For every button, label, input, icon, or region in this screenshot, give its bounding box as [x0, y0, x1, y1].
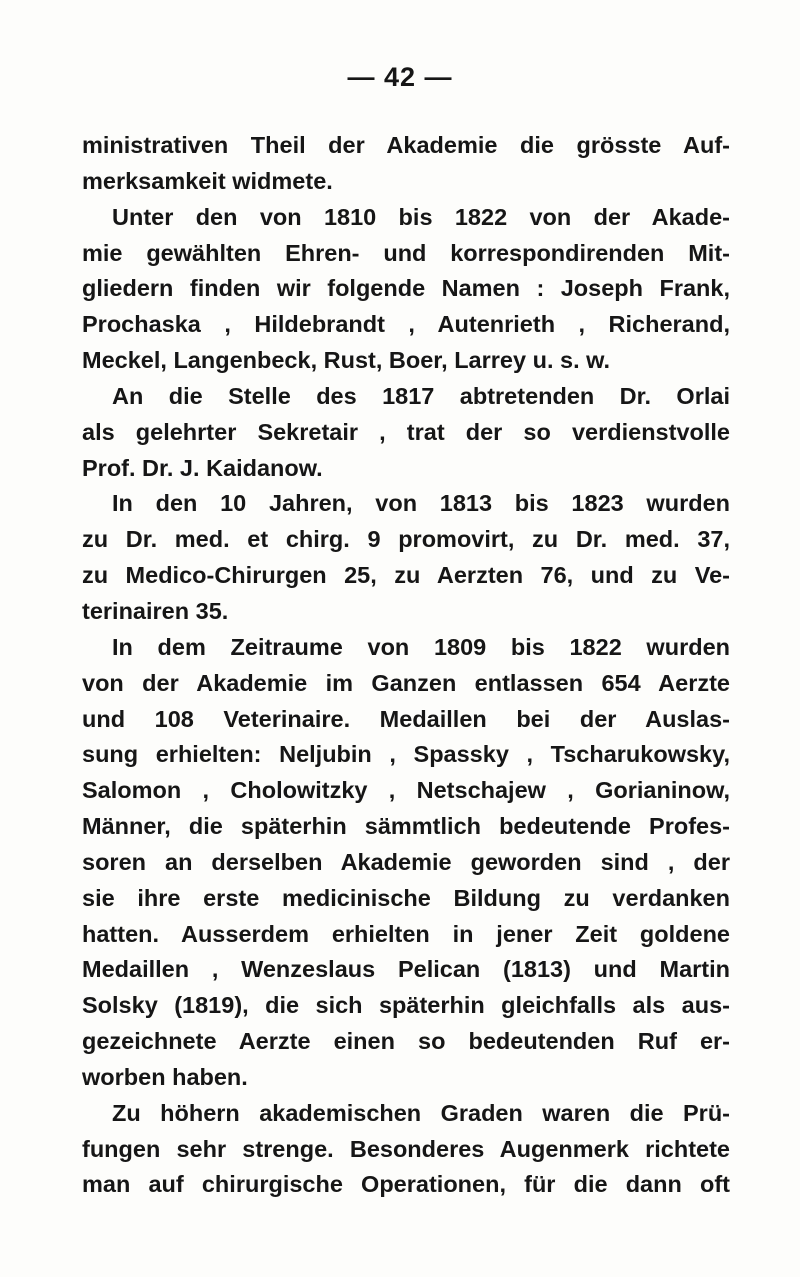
text-line: Prof. Dr. J. Kaidanow.	[82, 454, 323, 481]
text-line: Männer, die späterhin sämmtlich bedeutende Profes-	[82, 813, 730, 840]
text-line: man auf chirurgische Operationen, für die dann oft	[82, 1171, 730, 1198]
text-line: ministrativen Theil der Akademie die grösste Auf-	[82, 132, 730, 158]
paragraph-2	[82, 200, 730, 379]
text-line: als gelehrter Sekretair , trat der so verdienstvolle	[82, 418, 730, 445]
text-line: Salomon , Cholowitzky , Netschajew , Gorianinow,	[82, 777, 730, 804]
text-line: sie ihre erste medicinische Bildung zu verdanken	[82, 884, 730, 911]
text-line: Unter den von 1810 bis 1822 von der Akade-	[112, 203, 730, 230]
paragraph-5	[82, 630, 730, 1096]
text-line: sung erhielten: Neljubin , Spassky , Tscharukowsky,	[82, 741, 730, 768]
text-line: von der Akademie im Ganzen entlassen 654 Aerzte	[82, 669, 730, 696]
text-line: zu Dr. med. et chirg. 9 promovirt, zu Dr. med. 37,	[82, 526, 730, 553]
text-line: hatten. Ausserdem erhielten in jener Zeit goldene	[82, 920, 730, 947]
text-line: Meckel, Langenbeck, Rust, Boer, Larrey u. s. w.	[82, 347, 611, 374]
text-line: terinairen 35.	[82, 597, 229, 624]
text-line: und 108 Veterinaire. Medaillen bei der Auslas-	[82, 705, 730, 732]
text-line: zu Medico-Chirurgen 25, zu Aerzten 76, und zu Ve-	[82, 562, 730, 589]
text-line: worben haben.	[82, 1063, 248, 1090]
text-line: fungen sehr strenge. Besonderes Augenmerk richtete	[82, 1135, 730, 1162]
paragraph-6	[82, 1096, 730, 1204]
text-line: gliedern finden wir folgende Namen : Joseph Frank,	[82, 275, 730, 302]
text-line: In dem Zeitraume von 1809 bis 1822 wurden	[112, 633, 730, 660]
text-line: Medaillen , Wenzeslaus Pelican (1813) und Martin	[82, 956, 730, 983]
body-text	[82, 128, 730, 1203]
text-line: soren an derselben Akademie geworden sind , der	[82, 848, 730, 875]
text-line: Zu höhern akademischen Graden waren die Prü-	[112, 1099, 730, 1126]
text-line: Prochaska , Hildebrandt , Autenrieth , Richerand,	[82, 311, 730, 338]
text-line: In den 10 Jahren, von 1813 bis 1823 wurden	[112, 490, 730, 517]
paragraph-4	[82, 486, 730, 629]
text-line: mie gewählten Ehren- und korrespondirenden Mit-	[82, 239, 730, 266]
text-line: An die Stelle des 1817 abtretenden Dr. Orlai	[112, 382, 730, 409]
page-number: — 42 —	[347, 62, 453, 92]
paragraph-1	[82, 128, 730, 200]
paragraph-3	[82, 379, 730, 487]
text-line: gezeichnete Aerzte einen so bedeutenden Ruf er-	[82, 1028, 730, 1055]
text-line: merksamkeit widmete.	[82, 167, 333, 194]
text-line: Solsky (1819), die sich späterhin gleichfalls als aus-	[82, 992, 730, 1019]
